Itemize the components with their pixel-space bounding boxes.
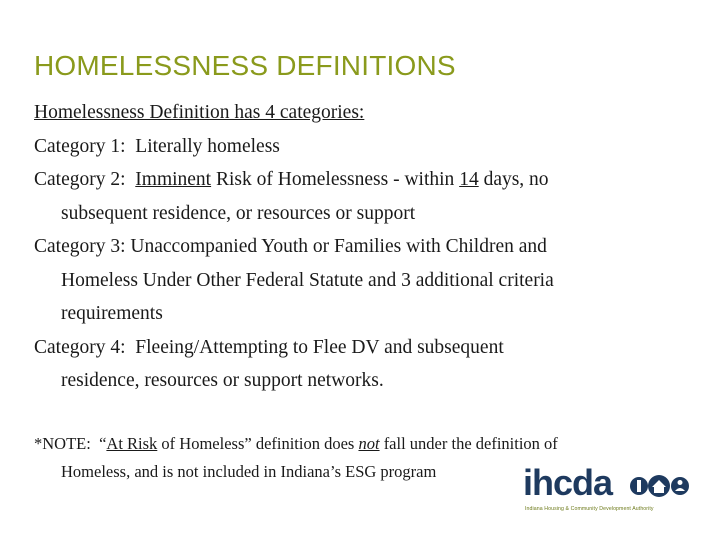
category-3	[34, 230, 694, 264]
intro-heading: Homelessness Definition has 4 categories:	[34, 102, 365, 123]
category-4-text: Fleeing/Attempting to Flee DV and subsequent	[135, 336, 504, 358]
category-2-end: days, no	[483, 169, 549, 190]
category-2-label: Category 2:	[34, 169, 126, 190]
ihcda-logo	[523, 462, 693, 518]
house-people-icon	[630, 472, 692, 500]
category-1-label: Category 1:	[34, 135, 126, 157]
category-2	[34, 163, 694, 197]
category-4	[34, 331, 694, 365]
category-3-text: Unaccompanied Youth or Families with Children and	[130, 236, 547, 257]
footnote-line1	[34, 430, 704, 458]
days-number: 14	[459, 169, 479, 190]
category-3-line3: requirements	[61, 303, 163, 324]
category-2-mid: Risk of Homelessness - within	[215, 169, 455, 190]
logo-wordmark: ihcda	[523, 462, 613, 503]
imminent-word: Imminent	[135, 169, 212, 190]
category-1-text: Literally homeless	[135, 135, 280, 157]
category-1	[34, 130, 694, 164]
note-line1-end: fall under the definition of	[383, 434, 558, 453]
footnote-line2: Homeless, and is not included in Indiana’s ESG program	[61, 462, 437, 481]
at-risk-term: At Risk	[106, 434, 158, 453]
not-emphasis: not	[358, 434, 380, 453]
note-quote-rest: of Homeless” definition does	[161, 434, 355, 453]
note-prefix: *NOTE:	[34, 434, 91, 453]
category-4-line2: residence, resources or support networks.	[61, 370, 384, 391]
category-3-label: Category 3:	[34, 236, 126, 257]
category-2-line2: subsequent residence, or resources or support	[61, 202, 416, 224]
category-4-label: Category 4:	[34, 336, 126, 358]
quote-open: “	[99, 434, 107, 453]
page-title: HOMELESSNESS DEFINITIONS	[34, 50, 456, 81]
definitions-body	[34, 96, 694, 398]
category-3-line2: Homeless Under Other Federal Statute and 3 additional criteria	[61, 269, 554, 291]
logo-tagline: Indiana Housing & Community Development Authority	[525, 506, 654, 512]
